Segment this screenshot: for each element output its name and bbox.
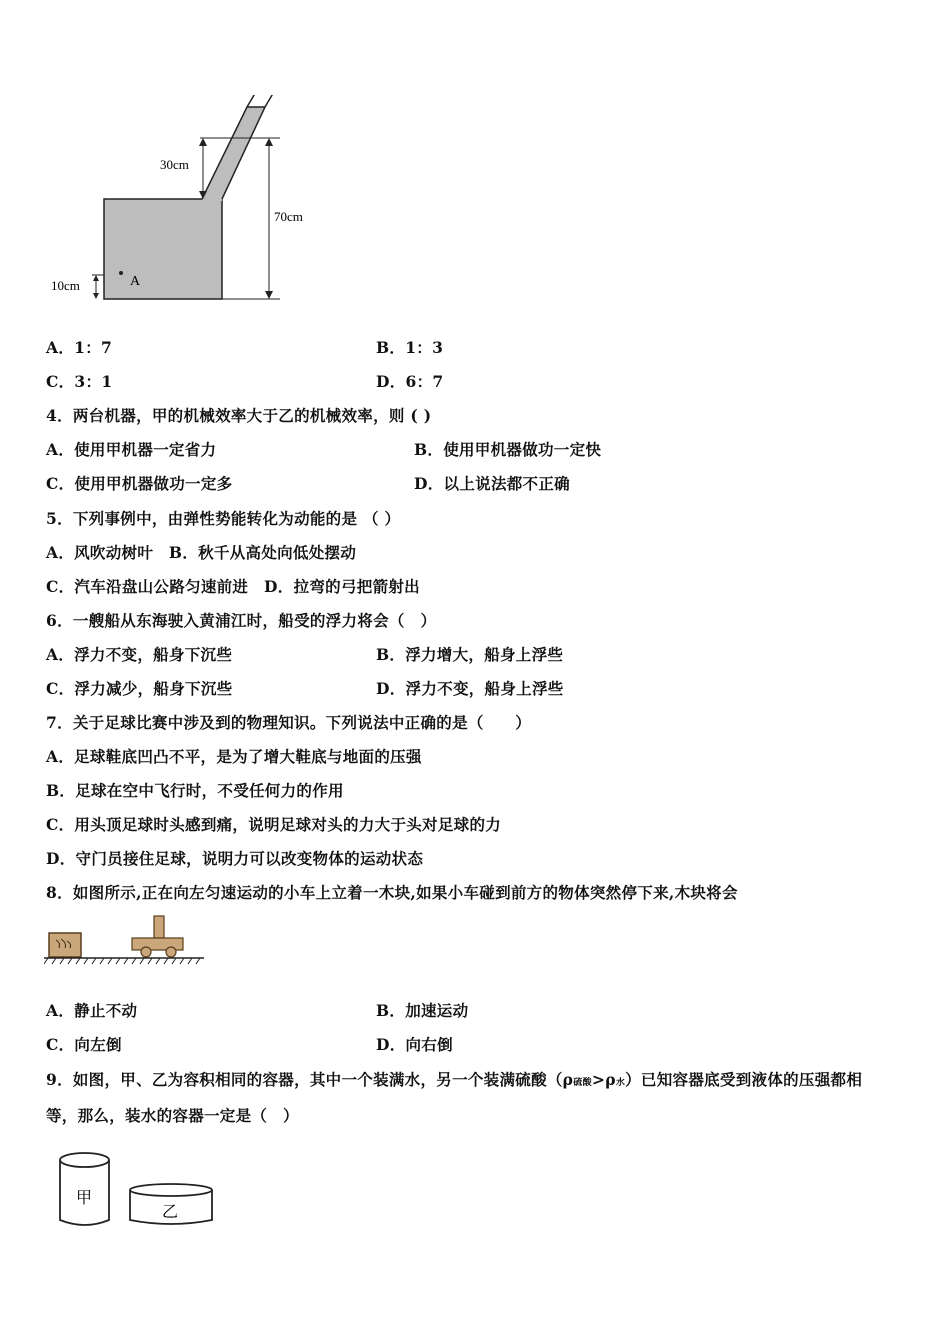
q3-option-b: B．1：3: [376, 338, 444, 357]
point-a-label: A: [130, 274, 141, 289]
q8-option-c: C．向左倒: [46, 1035, 122, 1054]
q6-option-b: B．浮力增大，船身上浮些: [376, 645, 564, 664]
q7-option-a: A．足球鞋底凹凸不平，是为了增大鞋底与地面的压强: [46, 747, 422, 766]
label-70cm: 70cm: [274, 209, 303, 224]
cart-wheel-right: [166, 947, 176, 957]
q9-sub-water: 水: [615, 1078, 626, 1088]
q4-option-b: B．使用甲机器做功一定快: [414, 440, 602, 459]
q3-option-d: D．6：7: [376, 372, 444, 391]
q8-option-b: B．加速运动: [376, 1001, 469, 1020]
q9-sub-acid: 硫酸: [573, 1078, 592, 1088]
q8-option-d: D．向右倒: [376, 1035, 453, 1054]
label-30cm: 30cm: [160, 157, 189, 172]
q3-option-c: C．3：1: [46, 372, 113, 391]
q6-option-c: C．浮力减少，船身下沉些: [46, 679, 233, 698]
q3-option-a: A．1：7: [46, 338, 113, 357]
vessel-diagram: [40, 95, 340, 310]
q4-option-a: A．使用甲机器一定省力: [46, 440, 217, 459]
q9-gt: >ρ: [591, 1070, 616, 1089]
vessel-body: [104, 107, 265, 299]
label-10cm: 10cm: [51, 278, 80, 293]
q7-stem: 7．关于足球比赛中涉及到的物理知识。下列说法中正确的是（ ）: [46, 713, 532, 732]
q6-option-d: D．浮力不变，船身上浮些: [376, 679, 564, 698]
container-jia-label: 甲: [76, 1188, 93, 1207]
q5-options-cd: C．汽车沿盘山公路匀速前进 D．拉弯的弓把箭射出: [46, 577, 420, 596]
q7-option-b: B．足球在空中飞行时，不受任何力的作用: [46, 781, 344, 800]
q5-stem: 5．下列事例中，由弹性势能转化为动能的是 （ ）: [46, 509, 401, 528]
cart-diagram: [44, 910, 206, 968]
q4-stem: 4．两台机器，甲的机械效率大于乙的机械效率，则 ( ): [46, 406, 432, 425]
q9-stem-part2: ）已知容器底受到液体的压强都相: [625, 1070, 863, 1089]
tube-right-line: [265, 95, 278, 107]
q6-option-a: A．浮力不变，船身下沉些: [46, 645, 233, 664]
cart-wheel-left: [141, 947, 151, 957]
q8-option-a: A．静止不动: [46, 1001, 138, 1020]
q7-option-c: C．用头顶足球时头感到痛，说明足球对头的力大于头对足球的力: [46, 815, 502, 834]
q4-option-d: D．以上说法都不正确: [414, 474, 570, 493]
tube-left-line: [247, 95, 260, 107]
q9-stem-line2: 等，那么，装水的容器一定是（ ）: [46, 1106, 299, 1125]
q9-stem-part1: 9．如图，甲、乙为容积相同的容器，其中一个装满水，另一个装满硫酸（ρ: [46, 1070, 574, 1089]
containers-diagram: [52, 1148, 222, 1233]
wood-block: [154, 916, 164, 938]
q7-option-d: D．守门员接住足球，说明力可以改变物体的运动状态: [46, 849, 424, 868]
q5-options-ab: A．风吹动树叶 B．秋千从高处向低处摆动: [46, 543, 357, 562]
cart-body: [132, 938, 183, 950]
point-a-marker: [119, 271, 123, 275]
q9-stem-line1: [46, 1068, 862, 1090]
q4-option-c: C．使用甲机器做功一定多: [46, 474, 233, 493]
q8-stem: 8．如图所示,正在向左匀速运动的小车上立着一木块,如果小车碰到前方的物体突然停下来,木块将会: [46, 883, 738, 902]
q6-stem: 6．一艘船从东海驶入黄浦江时，船受的浮力将会（ ）: [46, 611, 437, 630]
container-yi-label: 乙: [162, 1202, 179, 1221]
